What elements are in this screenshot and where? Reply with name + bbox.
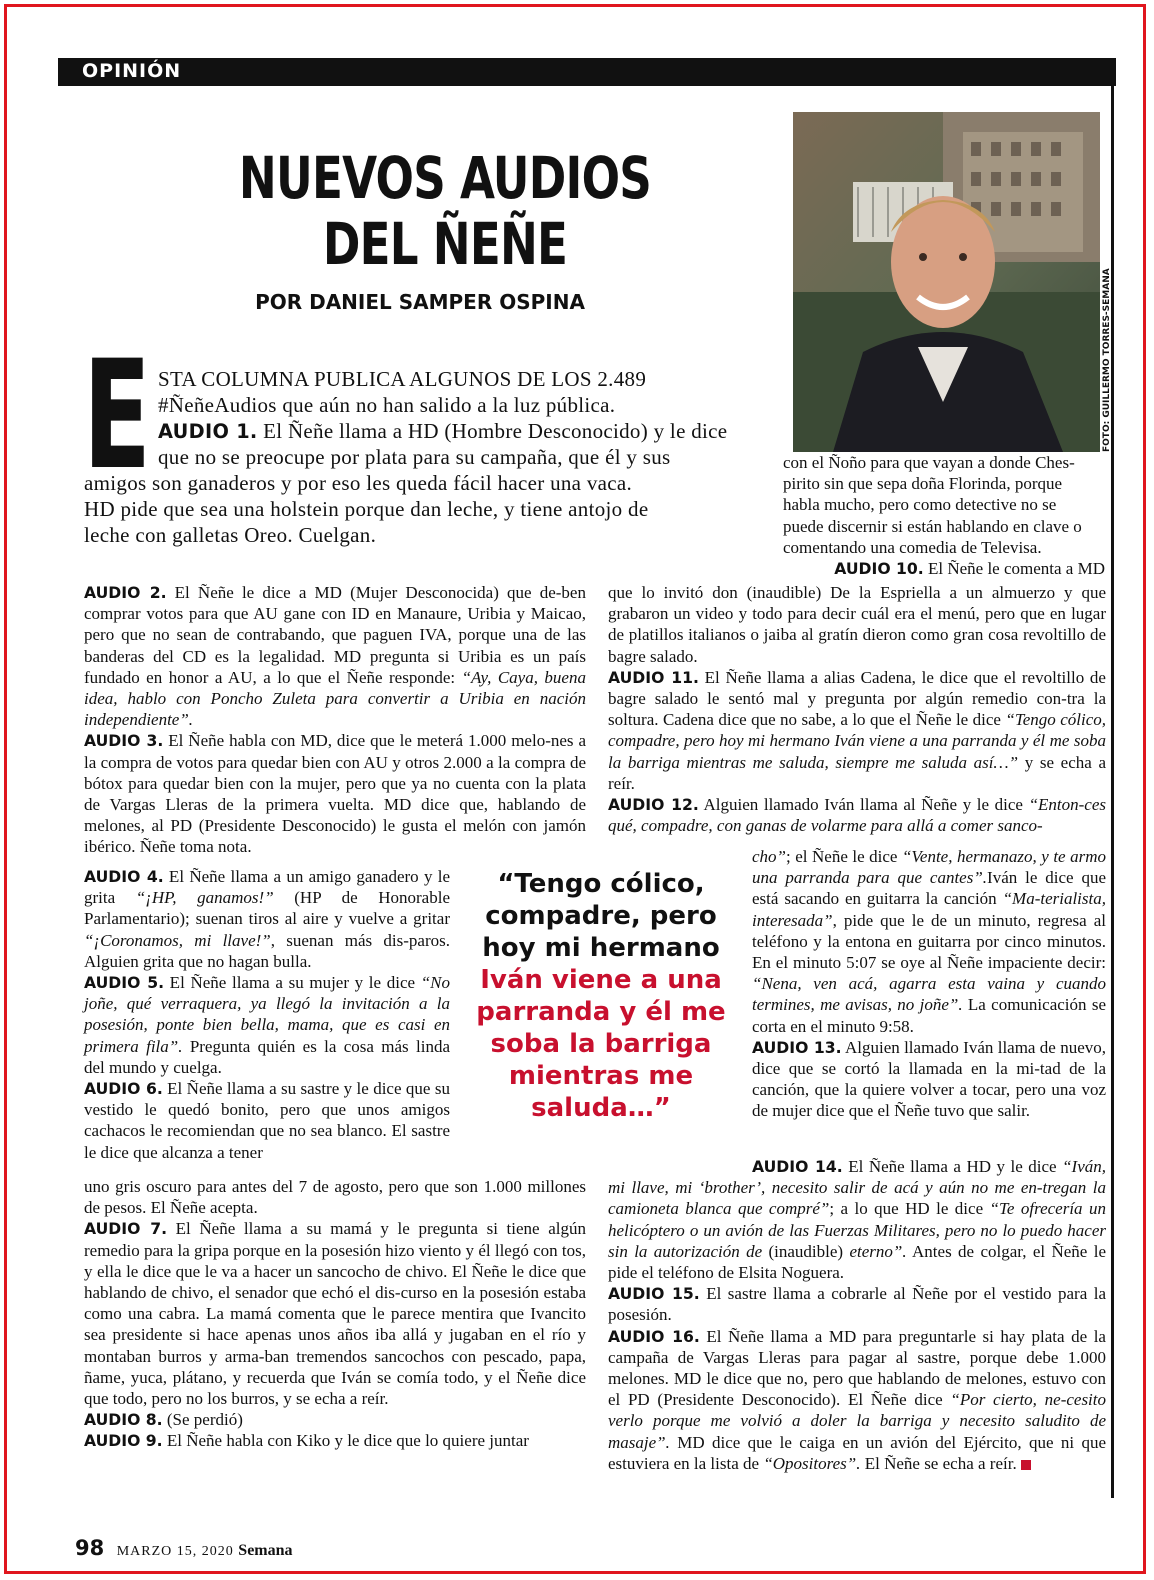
pull-quote-black: “Tengo cólico, compadre, pero hoy mi hermano <box>482 869 720 963</box>
audio-5-text: El Ñeñe llama a su mujer y le dice <box>164 973 421 993</box>
audio-12-text: , pide que le de un minuto, regresa al teléfono y la entona en guitarra por cinco minutos. En el minuto 5:07 se oye al Ñeñe impaciente decir: <box>752 910 1106 973</box>
audio-6 <box>84 1078 450 1163</box>
magazine-name: Semana <box>238 1542 293 1559</box>
audio-5 <box>84 972 450 1078</box>
title-line-1: NUEVOS AUDIOS <box>238 144 652 212</box>
audio-14-text: Antes de colgar, el Ñeñe le pide el teléfono de Elsita Noguera. <box>608 1241 1106 1283</box>
page-number: 98 <box>75 1536 105 1560</box>
intro-lead <box>158 366 768 445</box>
audio-11-text: y se echa a reír. <box>608 752 1107 793</box>
audio-12-quote: “Ma-terialista, interesada” <box>752 889 1106 930</box>
right-column-bottom <box>608 1156 1106 1474</box>
author-photo-image <box>793 112 1100 452</box>
audio-6-label: AUDIO 6. <box>84 1079 163 1099</box>
audio-12-continued <box>752 846 1106 1037</box>
audio-3-text: El Ñeñe habla con MD, dice que le meterá 1.000 melo-nes a la compra de votos para quedar bien con AU y otros 2.000 a la compra de bótox para quedar bien con la mujer, pero que ya no cuenta con la plata de Vargas Lleras de la primera vuelta. MD dice que, hablando de melones, al PD (Presidente Desconocido) le gusta el melón con jamón ibérico. Ñeñe toma nota. <box>84 731 586 857</box>
right-column-top <box>608 582 1106 836</box>
audio-10-start <box>783 558 1105 579</box>
audio-15-text: El sastre llama a cobrarle al Ñeñe por el vestido para la posesión. <box>608 1284 1106 1325</box>
right-top-text <box>783 452 1105 579</box>
audio-12 <box>608 794 1106 836</box>
audio-14-quote: “Te ofrecería un helicóptero o un avión de las Fuerzas Militares, pero no lo puedo hacer sin la autorización de <box>608 1199 1106 1261</box>
right-top-line: puede discernir si están hablando en clave o <box>783 516 1082 536</box>
audio-11-label: AUDIO 11. <box>608 667 699 687</box>
section-bar <box>58 58 1116 86</box>
audio-12-quote: “Nena, ven acá, agarra esta vaina y cuando termines, me avisas, no joñe”. <box>752 974 1106 1015</box>
byline: POR DANIEL SAMPER OSPINA <box>255 290 585 314</box>
audio-2-text: El Ñeñe le dice a MD (Mujer Desconocida) que de-ben comprar votos para que AU gane con ID en Manaure, Uribia y Maicao, pero que no sean de contrabando, que paguen IVA, porque una de las banderas del CD es la legalidad. MD pregunta si Uribia es un país fundado en honor a AU, a lo que el Ñeñe responde: <box>84 583 586 687</box>
left-column-top <box>84 582 586 858</box>
right-top-line: habla mucho, pero como detective no se <box>783 495 1057 515</box>
audio-11-quote: “Tengo cólico, compadre, pero hoy mi hermano Iván viene a una parranda y él me soba la barriga mientras me saluda, siempre me saluda así…” <box>608 710 1106 772</box>
photo-credit: FOTO: GUILLERMO TORRES-SEMANA <box>1102 268 1112 452</box>
audio-12-quote: “Enton-ces qué, compadre, con ganas de volarme para allá a comer sanco- <box>608 795 1106 836</box>
audio-5-label: AUDIO 5. <box>84 973 165 993</box>
audio-12-quote: cho” <box>752 847 786 866</box>
intro-audio-1-line-2: amigos son ganaderos y por eso les queda fácil hacer una vaca. <box>84 471 633 495</box>
audio-14-text: (inaudible) <box>762 1241 850 1261</box>
audio-13 <box>752 1037 1106 1122</box>
audio-7 <box>84 1218 586 1409</box>
audio-16-quote: “Opositores”. <box>763 1453 861 1473</box>
intro-audio-1-line <box>158 444 768 470</box>
audio-2-label: AUDIO 2. <box>84 583 167 602</box>
audio-10-text: que lo invitó don (inaudible) De la Espriella a un almuerzo y que grabaron un video y todo para decir cuál era el menú, pero que en lugar de platillos italianos o jaiba al gratín dieron como gran cosa revoltillo de bagre salado. <box>608 583 1106 666</box>
audio-16-label: AUDIO 16. <box>608 1326 700 1346</box>
audio-16 <box>608 1326 1106 1474</box>
audio-6-text: El Ñeñe llama a su sastre y le dice que su vestido le quedó bonito, pero que unos amigos cachacos le recomiendan que no sea blanco. El sastre le dice que alcanza a tener <box>84 1079 450 1162</box>
audio-12-label: AUDIO 12. <box>608 795 699 815</box>
intro-line-3 <box>158 418 768 445</box>
audio-16-text: MD dice que le caiga en un avión del Ejército, que ni que estuviera en la lista de <box>608 1432 1106 1473</box>
audio-14-quote: eterno”. <box>849 1241 907 1261</box>
audio-12-text: Iván le dice que está sacando en guitarra la canción <box>752 868 1106 909</box>
audio-5-quote: “No joñe, qué verraquera, ya llegó la invitación a la posesión, ponte bien bella, mama, que es casi en primera fila”. <box>84 973 450 1056</box>
right-top-line: pirito sin que sepa doña Florinda, porque <box>783 474 1063 494</box>
author-photo <box>793 112 1100 452</box>
audio-9-text: El Ñeñe habla con Kiko y le dice que lo quiere juntar <box>162 1431 529 1451</box>
audio-9 <box>84 1430 586 1451</box>
pull-quote <box>470 868 732 1124</box>
audio-14-text: El Ñeñe llama a HD y le dice <box>842 1157 1063 1176</box>
audio-4 <box>84 866 450 972</box>
intro-audio-1-line-4: leche con galletas Oreo. Cuelgan. <box>84 523 377 547</box>
audio-12-text: ; el Ñeñe le dice <box>786 847 902 866</box>
audio-6-tail: uno gris oscuro para antes del 7 de agosto, pero que son 1.000 millones de pesos. El Ñeñe acepta. <box>84 1177 586 1218</box>
audio-2-quote: “Ay, Caya, buena idea, hablo con Poncho Zuleta para convertir a Uribia en nación independiente”. <box>84 667 586 730</box>
audio-1-first: El Ñeñe llama a HD (Hombre Desconocido) y le dice <box>257 419 728 443</box>
intro-audio-1-line-3: HD pide que sea una holstein porque dan leche, y tiene antojo de <box>84 497 649 521</box>
audio-14-quote: “Iván, mi llave, mi ‘brother’, necesito salir de acá y aún no me en-tregan la camioneta blanca que compré” <box>608 1157 1106 1219</box>
audio-16-text: El Ñeñe llama a MD para preguntarle si hay plata de la campaña de Vargas Lleras para pagar al sastre, porque debe 1.000 melones. MD le dice que no, pero que hablando de melones, estuvo con el PD (Presidente Desconocido). El Ñeñe dice <box>608 1326 1106 1410</box>
audio-8-label: AUDIO 8. <box>84 1410 163 1430</box>
pull-quote-red: Iván viene a una parranda y él me soba la barriga mientras me saluda…” <box>476 965 726 1123</box>
audio-7-label: AUDIO 7. <box>84 1219 168 1239</box>
left-column-narrow <box>84 866 450 1163</box>
end-mark-icon <box>1021 1460 1031 1470</box>
intro-audio-1-body <box>84 470 768 548</box>
drop-cap <box>83 329 153 503</box>
drop-cap-letter: E <box>83 329 151 503</box>
audio-15-label: AUDIO 15. <box>608 1284 700 1304</box>
page-footer <box>75 1536 293 1560</box>
audio-12-text: La comunicación se corta en el minuto 9:58. <box>752 995 1106 1036</box>
audio-16-quote: “Por cierto, ne-cesito verlo porque me volvió a doler la barriga y necesito saludito de masaje”. <box>608 1390 1107 1452</box>
audio-3-label: AUDIO 3. <box>84 731 164 751</box>
audio-1-label: AUDIO 1. <box>158 420 258 443</box>
right-top-line: con el Ñoño para que vayan a donde Ches- <box>783 453 1075 472</box>
audio-4-label: AUDIO 4. <box>84 867 164 886</box>
audio-11-text: El Ñeñe llama a alias Cadena, le dice que el revoltillo de bagre salado le sentó mal y pregunta por algún remedio con-tra la soltura. Cadena dice que no sabe, a lo que el Ñeñe le dice <box>608 667 1106 730</box>
right-top-line: comentando una comedia de Televisa. <box>783 537 1042 557</box>
audio-14-text: ; a lo que HD le dice <box>829 1199 990 1219</box>
audio-4-text: (HP de Honorable Parlamentario); suenan tiros al aire y vuelve a gritar <box>84 888 450 929</box>
audio-13-label: AUDIO 13. <box>752 1037 842 1057</box>
intro-audio-1-line-1: que no se preocupe por plata para su campaña, que él y sus <box>158 445 671 469</box>
audio-10-first: El Ñeñe le comenta a MD <box>923 559 1105 579</box>
audio-12-quote: “Vente, hermanazo, y te armo una parranda para que cantes”. <box>752 847 1106 888</box>
audio-2 <box>84 582 586 730</box>
audio-14 <box>608 1156 1106 1283</box>
intro-line-1: STA COLUMNA PUBLICA ALGUNOS DE LOS 2.489 <box>158 367 647 391</box>
audio-9-label: AUDIO 9. <box>84 1431 163 1451</box>
audio-4-quote: “¡HP, ganamos!” <box>135 888 274 908</box>
title-line-2: DEL ÑEÑE <box>322 210 568 278</box>
article-title <box>215 145 675 277</box>
audio-8-text: (Se perdió) <box>162 1410 243 1430</box>
right-column-narrow <box>752 846 1106 1122</box>
audio-7-text: El Ñeñe llama a su mamá y le pregunta si tiene algún remedio para la gripa porque en la posesión hizo viento y él llegó con tos, y ella le dice que le va a hacer un sancocho de chivo. El Ñeñe le dice que hablando de chivo, el senador que echó el dis-curso en la posesión estaba como una cabra. La mamá comenta que le parece mentira que Ivancito sea presidente si hace apenas unos años iba allá y jugaban en el río y montaban burros y arma-ban tremendos sancochos con pescado, papa, ñame, yuca, plátano, y recuerda que Iván se comía todo, y el Ñeñe dice que todo, pero no los burros, y se echa a reír. <box>84 1219 586 1409</box>
audio-13-text: Alguien llamado Iván llama de nuevo, dice que se cortó la llamada en la mi-tad de la canción, que la quiere volver a tocar, pero una voz de mujer dice que el Ñeñe tuvo que salir. <box>752 1037 1106 1121</box>
audio-10-label: AUDIO 10. <box>834 559 924 579</box>
audio-11 <box>608 667 1106 794</box>
section-label: OPINIÓN <box>82 60 182 82</box>
intro-line-2: #ÑeñeAudios que aún no han salido a la luz pública. <box>158 393 616 417</box>
audio-12-text: Alguien llamado Iván llama al Ñeñe y le dice <box>698 795 1029 815</box>
audio-8 <box>84 1409 586 1430</box>
audio-15 <box>608 1283 1106 1325</box>
issue-date: MARZO 15, 2020 <box>116 1544 234 1559</box>
audio-4-text: El Ñeñe llama a un amigo ganadero y le grita <box>84 867 450 908</box>
audio-4-quote: “¡Coronamos, mi llave!” <box>84 930 271 950</box>
audio-16-text: El Ñeñe se echa a reír. <box>860 1453 1017 1473</box>
audio-14-label: AUDIO 14. <box>752 1157 843 1176</box>
left-column-bottom <box>84 1176 586 1452</box>
audio-4-text: , suenan más dis-paros. Alguien grita que no hagan bulla. <box>84 930 450 971</box>
audio-5-text: Pregunta quién es la cosa más linda del mundo y cuelga. <box>84 1036 450 1077</box>
audio-3 <box>84 730 586 857</box>
